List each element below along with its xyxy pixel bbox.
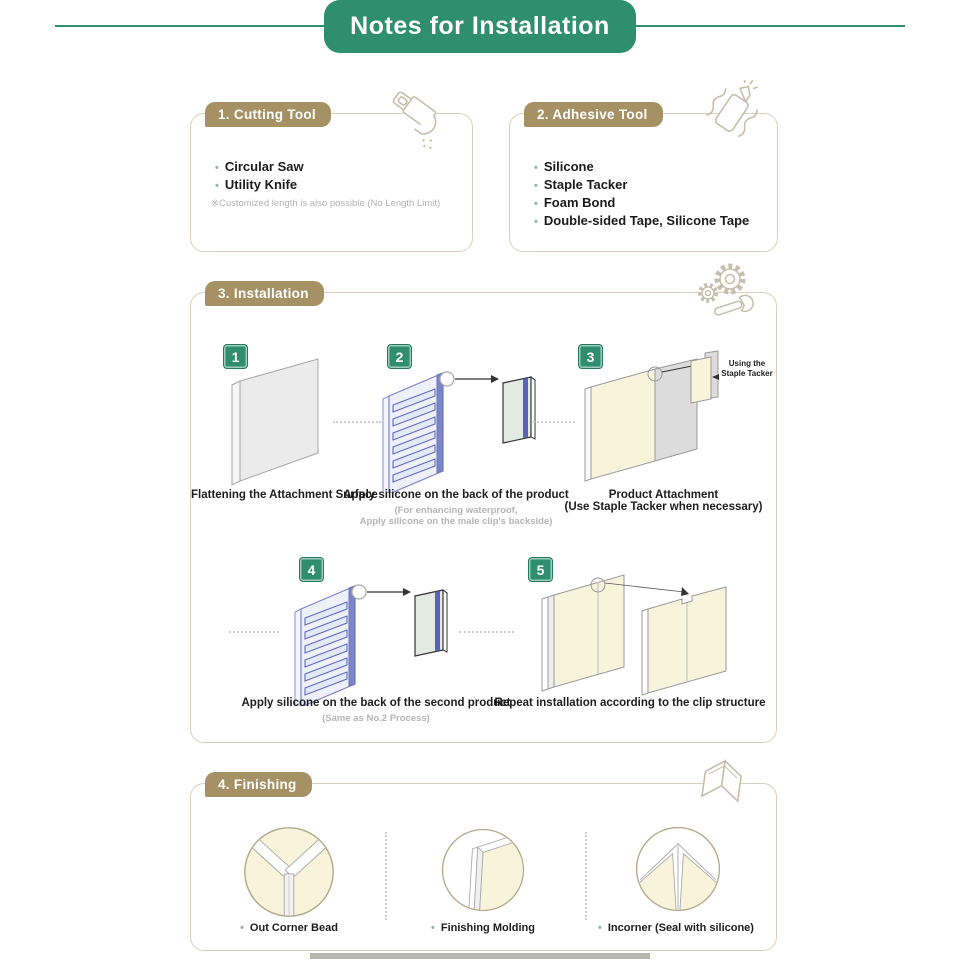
step5-clip-illustration [536,561,736,696]
step-badge-4: 4 [299,557,324,582]
bullet-dot-icon: • [534,198,538,210]
finishing-label-2: • Finishing Molding [431,922,535,934]
step-badge-5: 5 [528,557,553,582]
cutting-tool-card [190,107,473,252]
step4-caption: Apply silicone on the back of the second product [241,697,511,709]
dotted-separator [229,631,279,633]
cutting-note: ※Customized length is also possible (No Length Limit) [211,198,441,209]
silicone-bottle-icon [693,80,769,152]
finishing-header: 4. Finishing [205,772,312,797]
list-item: • Silicone [534,159,594,174]
step3-caption: Product Attachment [608,489,719,501]
list-item: • Double-sided Tape, Silicone Tape [534,213,750,228]
cutting-tool-header: 1. Cutting Tool [205,102,331,127]
step1-panel-illustration [226,355,326,489]
step4-silicone-illustration [291,566,456,706]
out-corner-bead-diagram [241,824,337,920]
dashed-separator [585,832,587,920]
dotted-separator [533,421,575,423]
step2-silicone-illustration [379,353,544,493]
list-item: • Staple Tacker [534,177,628,192]
corner-bead-icon [698,756,750,810]
bullet-dot-icon: • [534,180,538,192]
page-title-text: Notes for Installation [350,12,610,40]
list-item: • Circular Saw [215,159,304,174]
bullet-dot-icon: • [215,180,219,192]
bullet-dot-icon: • [534,216,538,228]
step4-subcaption: (Same as No.2 Process) [322,713,430,724]
bullet-dot-icon: • [215,162,219,174]
step1-caption: Flattening the Attachment Surface [191,489,378,501]
step2-caption: Apply silicone on the back of the product [343,489,569,501]
finishing-label-1: • Out Corner Bead [240,922,338,934]
step-badge-3: 3 [578,344,603,369]
finishing-card [190,777,777,951]
step3-attachment-illustration [579,347,719,492]
adhesive-tool-list [534,158,749,230]
list-item: • Foam Bond [534,195,616,210]
installation-card [190,286,777,743]
adhesive-tool-header: 2. Adhesive Tool [524,102,663,127]
incorner-diagram [633,824,723,914]
bullet-dot-icon: • [431,922,435,934]
gear-wrench-icon [692,261,756,321]
step2-subcaption-1: (For enhancing waterproof, [394,505,518,516]
step-badge-2: 2 [387,344,412,369]
dashed-separator [385,832,387,920]
cutting-tool-list [215,158,304,194]
bullet-dot-icon: • [534,162,538,174]
finishing-molding-diagram [439,826,527,914]
step2-subcaption-2: Apply silicone on the male clip's backside) [359,516,553,527]
dotted-separator [333,421,381,423]
list-item: • Utility Knife [215,177,298,192]
dotted-separator [459,631,514,633]
finishing-label-3: • Incorner (Seal with silicone) [598,922,754,934]
installation-header: 3. Installation [205,281,324,306]
step5-caption: Repeat installation according to the clip structure [494,697,766,709]
step-badge-1: 1 [223,344,248,369]
step3-annotation: Using the Staple Tacker [721,359,773,378]
step3-caption-2: (Use Staple Tacker when necessary) [564,501,763,513]
page-title [324,0,636,53]
bottom-bar [310,953,650,959]
circular-saw-icon [384,90,456,152]
bullet-dot-icon: • [240,922,244,934]
adhesive-tool-card [509,107,778,252]
bullet-dot-icon: • [598,922,602,934]
